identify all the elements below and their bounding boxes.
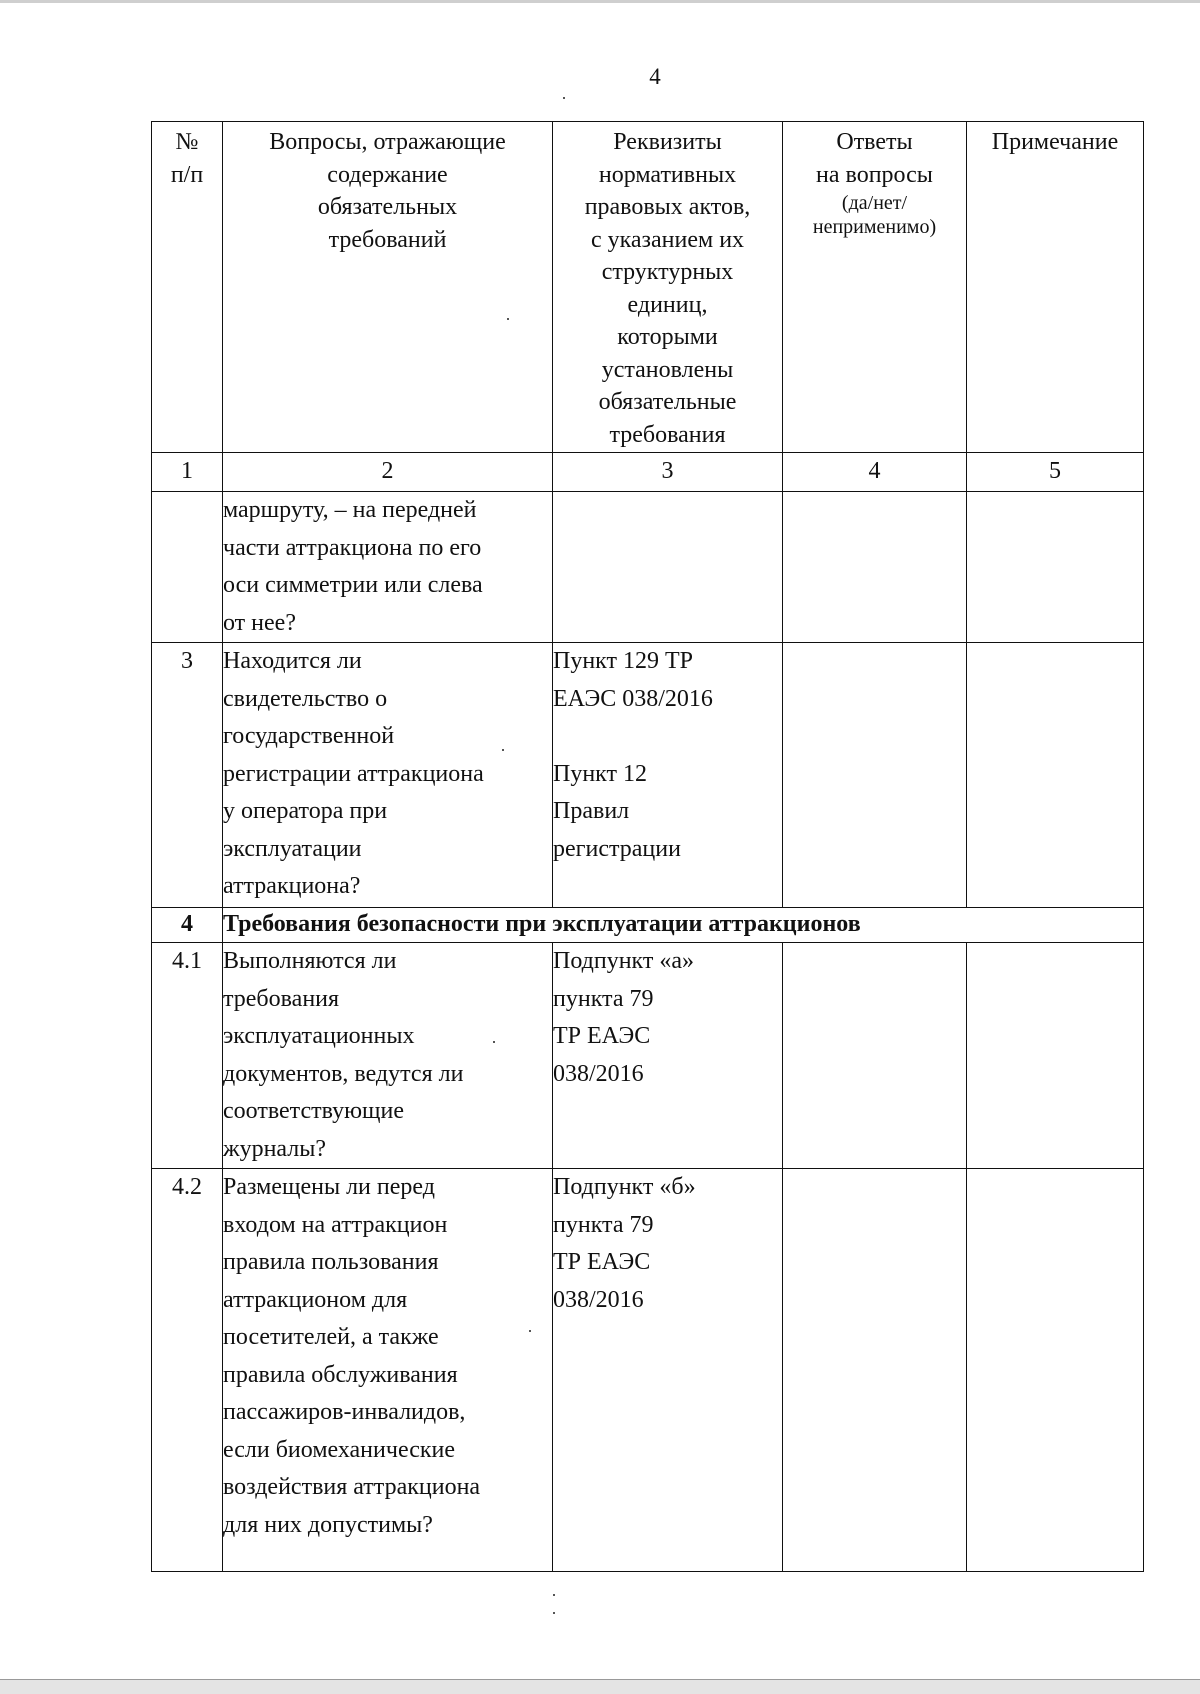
text-line: неприменимо) — [812, 216, 937, 238]
text-line: обязательных — [317, 194, 458, 220]
text-line: Находится ли — [223, 648, 362, 674]
header-answers-main — [783, 126, 966, 191]
scan-bottom-edge — [0, 1679, 1200, 1694]
note-cell — [967, 643, 1144, 908]
text-line: содержание — [327, 161, 448, 188]
row-number: 4.2 — [152, 1169, 223, 1572]
text-line: журналы? — [223, 1135, 327, 1162]
section-title: Требования безопасности при эксплуатации аттракционов — [223, 908, 1144, 943]
table-row-4-1 — [152, 943, 1144, 1169]
text-line: эксплуатационных — [223, 1023, 415, 1049]
text-line: требования — [609, 421, 726, 448]
text-line: посетителей, а также — [223, 1324, 439, 1350]
text-line: Пункт 12 — [553, 760, 648, 787]
text-line: у оператора при — [223, 798, 388, 824]
column-number: 5 — [967, 453, 1144, 492]
text-line: аттракционом для — [223, 1286, 408, 1313]
text-line: Правил — [553, 798, 630, 824]
text-line: для них допустимы? — [223, 1511, 433, 1538]
text-line: на вопросы — [816, 161, 933, 188]
column-number: 3 — [553, 453, 783, 492]
text-line: регистрации аттракциона — [223, 760, 484, 787]
text-line: входом на аттракцион — [223, 1211, 448, 1238]
text-line: оси симметрии или слева — [223, 572, 483, 598]
page-number: 4 — [649, 64, 661, 89]
text-line: пассажиров-инвалидов, — [223, 1399, 466, 1425]
row-number — [152, 492, 223, 643]
section-row-4 — [152, 908, 1144, 943]
text-line: (да/нет/ — [841, 192, 908, 214]
text-line: № — [175, 129, 199, 155]
text-line: Выполняются ли — [223, 948, 397, 974]
text-line: Примечание — [991, 129, 1119, 155]
text-line: ЕАЭС 038/2016 — [553, 685, 713, 712]
section-number: 4 — [152, 908, 223, 943]
question-cell — [223, 492, 553, 643]
table-row-4-2 — [152, 1169, 1144, 1572]
text-line: Пункт 129 ТР — [553, 648, 694, 674]
column-number: 4 — [783, 453, 967, 492]
text-line: Вопросы, отражающие — [269, 129, 506, 155]
text-line: пункта 79 — [553, 985, 654, 1012]
text-line: единиц, — [627, 291, 708, 318]
text-line: которыми — [617, 324, 718, 350]
column-number: 2 — [223, 453, 553, 492]
legal-ref-block — [553, 643, 782, 718]
note-cell — [967, 1169, 1144, 1572]
text-line: соответствующие — [223, 1098, 405, 1124]
note-cell — [967, 943, 1144, 1169]
text-line: требования — [223, 985, 340, 1012]
question-cell — [223, 1169, 553, 1572]
header-legal-refs — [553, 122, 783, 453]
legal-ref-cell — [553, 943, 783, 1169]
text-line: Подпункт «а» — [553, 948, 695, 974]
text-line: обязательные — [598, 389, 737, 415]
column-number-row — [152, 453, 1144, 492]
scan-top-edge — [0, 0, 1200, 3]
row-number: 3 — [152, 643, 223, 908]
question-cell — [223, 643, 553, 908]
table-row-3 — [152, 643, 1144, 908]
table-header-row — [152, 122, 1144, 453]
text-line: пункта 79 — [553, 1211, 654, 1238]
text-line: нормативных — [598, 161, 737, 188]
answer-cell — [783, 1169, 967, 1572]
text-line: эксплуатации — [223, 835, 362, 862]
text-line: документов, ведутся ли — [223, 1060, 464, 1087]
answer-cell — [783, 492, 967, 643]
text-line: структурных — [601, 259, 734, 285]
note-cell — [967, 492, 1144, 643]
row-number: 4.1 — [152, 943, 223, 1169]
text-line: регистрации — [553, 835, 681, 862]
header-questions — [223, 122, 553, 453]
header-notes — [967, 122, 1144, 453]
text-line: 038/2016 — [553, 1060, 644, 1087]
text-line: воздействия аттракциона — [223, 1474, 481, 1500]
text-line: маршруту, – на передней — [223, 497, 477, 523]
text-line: Размещены ли перед — [223, 1174, 435, 1200]
text-line: если биомеханические — [223, 1436, 455, 1463]
legal-ref-block — [553, 756, 782, 869]
table-row-continuation — [152, 492, 1144, 643]
text-line: ТР ЕАЭС — [553, 1023, 651, 1049]
text-line: правила пользования — [223, 1249, 439, 1275]
text-line: Ответы — [836, 129, 913, 155]
checklist-table — [151, 121, 1144, 1572]
legal-ref-cell — [553, 492, 783, 643]
text-line: Подпункт «б» — [553, 1174, 696, 1200]
text-line: аттракциона? — [223, 873, 361, 899]
text-line: п/п — [170, 161, 204, 188]
legal-ref-cell — [553, 1169, 783, 1572]
text-line: установлены — [601, 356, 734, 383]
text-line: свидетельство о — [223, 685, 388, 712]
text-line: требований — [328, 226, 447, 253]
answer-cell — [783, 643, 967, 908]
question-cell — [223, 943, 553, 1169]
header-number — [152, 122, 223, 453]
header-answers — [783, 122, 967, 453]
legal-ref-cell — [553, 643, 783, 908]
text-line: правовых актов, — [584, 194, 751, 220]
text-line: правила обслуживания — [223, 1361, 458, 1388]
text-line: государственной — [223, 723, 395, 749]
text-line: части аттракциона по его — [223, 534, 482, 561]
column-number: 1 — [152, 453, 223, 492]
text-line: Реквизиты — [613, 129, 722, 155]
text-line: от нее? — [223, 609, 296, 636]
text-line: 038/2016 — [553, 1286, 644, 1313]
text-line: ТР ЕАЭС — [553, 1249, 651, 1275]
answer-cell — [783, 943, 967, 1169]
header-answers-options — [783, 191, 966, 239]
text-line: с указанием их — [590, 226, 745, 253]
